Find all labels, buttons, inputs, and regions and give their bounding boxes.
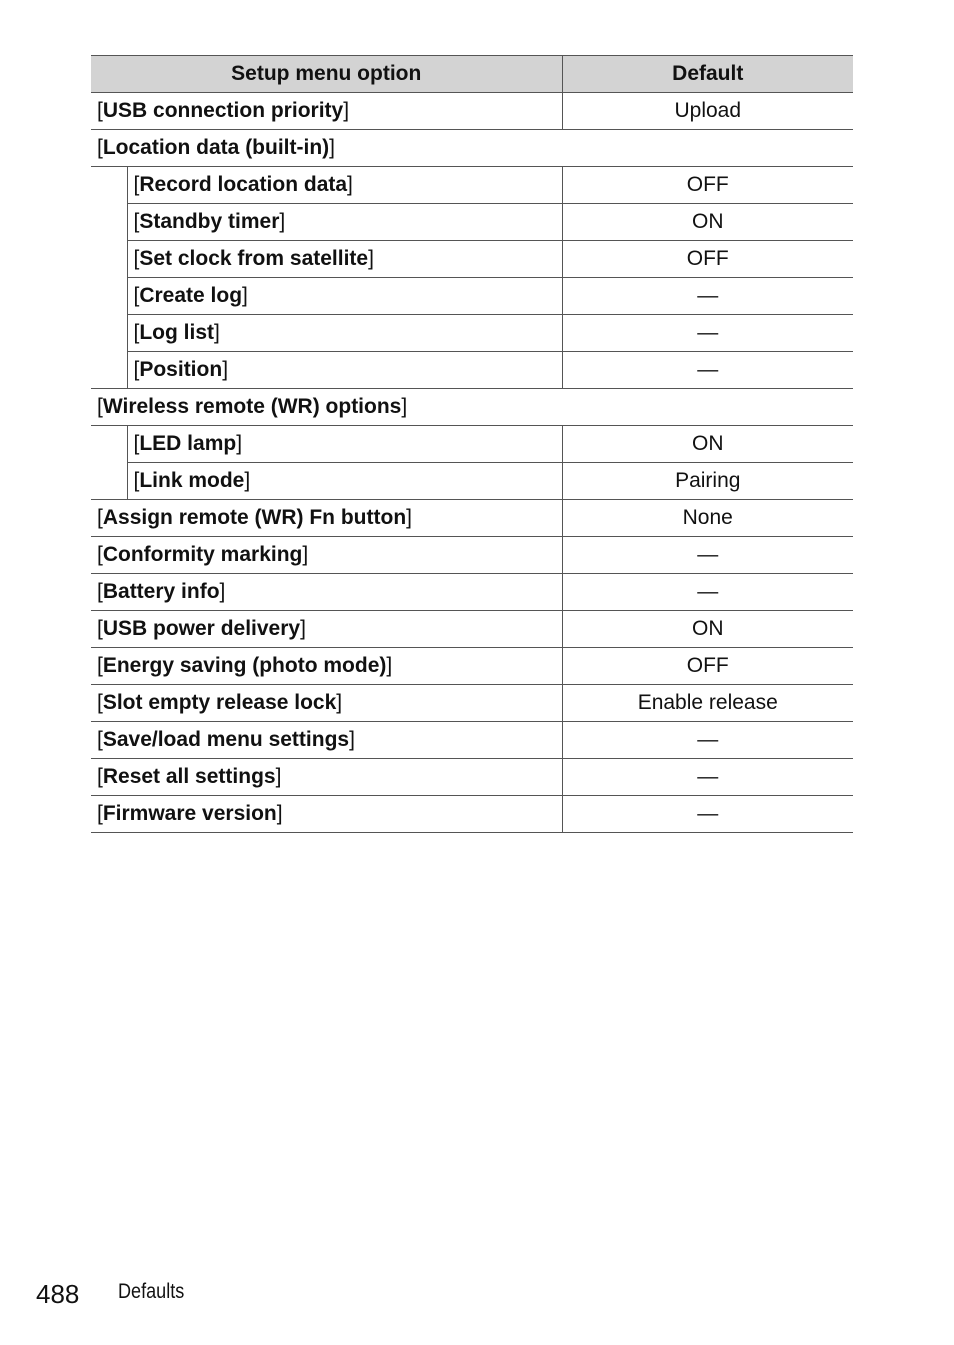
page-number: 488	[36, 1279, 80, 1309]
default-value: None	[562, 500, 853, 537]
option-cell: [Save/load menu settings]	[91, 722, 562, 759]
option-cell: [Battery info]	[91, 574, 562, 611]
default-value: ON	[562, 204, 853, 241]
table-row	[91, 722, 853, 759]
default-value: OFF	[562, 648, 853, 685]
group-option-cell: [Wireless remote (WR) options]	[91, 389, 853, 426]
option-name: LED lamp	[139, 432, 237, 455]
indent-cell	[91, 241, 127, 278]
option-cell: [Assign remote (WR) Fn button]	[91, 500, 562, 537]
option-cell: [Link mode]	[127, 463, 562, 500]
default-value: —	[562, 574, 853, 611]
option-cell: [Conformity marking]	[91, 537, 562, 574]
default-value: —	[562, 352, 853, 389]
table-row	[91, 685, 853, 722]
table-row	[91, 537, 853, 574]
option-name: Firmware version	[102, 802, 277, 825]
option-name: Create log	[139, 284, 243, 307]
default-value: —	[562, 315, 853, 352]
table-row-sub	[91, 278, 853, 315]
table-row-sub	[91, 241, 853, 278]
table-row	[91, 796, 853, 833]
default-value: —	[562, 278, 853, 315]
default-value: Upload	[562, 93, 853, 130]
default-value: —	[562, 796, 853, 833]
table-row-sub	[91, 204, 853, 241]
default-value: OFF	[562, 167, 853, 204]
option-name: USB connection priority	[102, 99, 344, 122]
table-row	[91, 500, 853, 537]
indent-cell	[91, 278, 127, 315]
option-name: USB power delivery	[102, 617, 301, 640]
header-default: Default	[562, 56, 853, 93]
option-cell: [Create log]	[127, 278, 562, 315]
option-cell: [Set clock from satellite]	[127, 241, 562, 278]
group-row	[91, 389, 853, 426]
option-name: Slot empty release lock	[102, 691, 337, 714]
option-cell: [Reset all settings]	[91, 759, 562, 796]
default-value: ON	[562, 611, 853, 648]
footer-section-label: Defaults	[118, 1280, 185, 1303]
option-cell: [Energy saving (photo mode)]	[91, 648, 562, 685]
option-cell: [LED lamp]	[127, 426, 562, 463]
option-name: Record location data	[139, 173, 348, 196]
group-row	[91, 130, 853, 167]
table-row-sub	[91, 315, 853, 352]
option-name: Reset all settings	[102, 765, 276, 788]
default-value: OFF	[562, 241, 853, 278]
option-name: Link mode	[139, 469, 245, 492]
option-name: Battery info	[102, 580, 220, 603]
setup-defaults-table	[91, 55, 853, 833]
table-row-sub	[91, 463, 853, 500]
indent-cell	[91, 167, 127, 204]
group-option-cell: [Location data (built-in)]	[91, 130, 853, 167]
default-value: —	[562, 722, 853, 759]
option-name: Log list	[139, 321, 215, 344]
option-name: Position	[139, 358, 223, 381]
default-value: ON	[562, 426, 853, 463]
option-cell: [Standby timer]	[127, 204, 562, 241]
table-row-sub	[91, 352, 853, 389]
default-value: Pairing	[562, 463, 853, 500]
group-option-name: Wireless remote (WR) options	[102, 395, 402, 418]
indent-cell	[91, 426, 127, 463]
table-row	[91, 574, 853, 611]
default-value: —	[562, 537, 853, 574]
option-cell: [Firmware version]	[91, 796, 562, 833]
indent-cell	[91, 463, 127, 500]
option-cell: [Slot empty release lock]	[91, 685, 562, 722]
default-value: —	[562, 759, 853, 796]
option-name: Standby timer	[139, 210, 280, 233]
option-name: Set clock from satellite	[139, 247, 369, 270]
table-row	[91, 93, 853, 130]
option-cell: [Position]	[127, 352, 562, 389]
header-setup-menu-option: Setup menu option	[91, 56, 562, 93]
option-name: Energy saving (photo mode)	[102, 654, 387, 677]
option-name: Assign remote (WR) Fn button	[102, 506, 407, 529]
table-row-sub	[91, 426, 853, 463]
option-cell: [Log list]	[127, 315, 562, 352]
option-name: Save/load menu settings	[102, 728, 350, 751]
group-option-name: Location data (built-in)	[102, 136, 330, 159]
table-row	[91, 611, 853, 648]
table-row-sub	[91, 167, 853, 204]
default-value: Enable release	[562, 685, 853, 722]
indent-cell	[91, 352, 127, 389]
table-row	[91, 648, 853, 685]
option-cell: [Record location data]	[127, 167, 562, 204]
option-cell: [USB power delivery]	[91, 611, 562, 648]
option-cell: [USB connection priority]	[91, 93, 562, 130]
table-row	[91, 759, 853, 796]
indent-cell	[91, 315, 127, 352]
table-header-row	[91, 56, 853, 93]
option-name: Conformity marking	[102, 543, 303, 566]
indent-cell	[91, 204, 127, 241]
